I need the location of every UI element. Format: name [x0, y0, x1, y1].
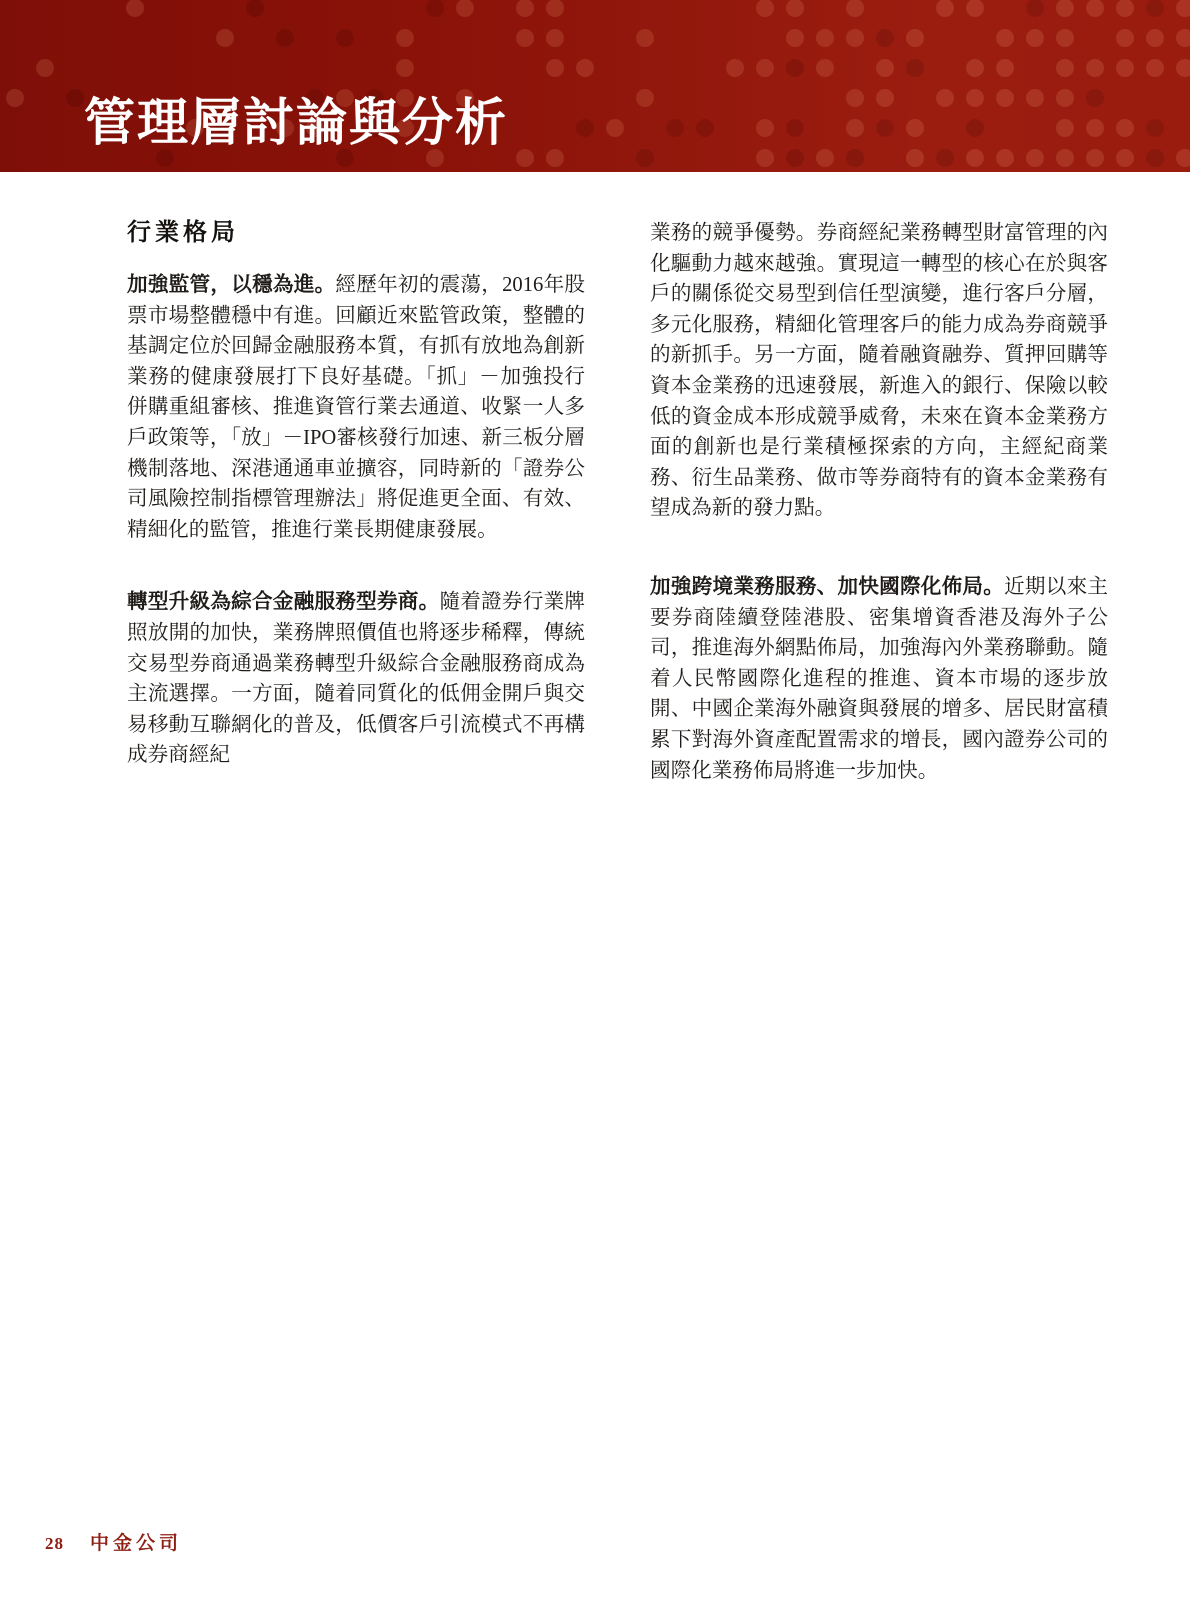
- decorative-dot: [1116, 59, 1134, 77]
- decorative-dot: [1086, 119, 1104, 137]
- decorative-dot: [756, 59, 774, 77]
- decorative-dot: [276, 29, 294, 47]
- decorative-dot: [1146, 59, 1164, 77]
- decorative-dot: [546, 149, 564, 167]
- company-name: 中金公司: [90, 1533, 183, 1554]
- decorative-dot: [516, 29, 534, 47]
- decorative-dot: [996, 29, 1014, 47]
- decorative-dot: [1146, 0, 1164, 17]
- decorative-dot: [396, 59, 414, 77]
- decorative-dot: [66, 89, 84, 107]
- decorative-dot: [906, 149, 924, 167]
- decorative-dot: [1026, 149, 1044, 167]
- paragraph-lead: 加強跨境業務服務、加快國際化佈局。: [650, 575, 1005, 598]
- decorative-dot: [816, 29, 834, 47]
- decorative-dot: [846, 149, 864, 167]
- decorative-dot: [1086, 89, 1104, 107]
- paragraph-body: 經歷年初的震蕩，2016年股票市場整體穩中有進。回顧近來監管政策，整體的基調定位於回歸金融服務本質，有抓有放地為創新業務的健康發展打下良好基礎。「抓」－加強投行併購重組審核、推進資管行業去通道、收緊一人多戶政策等，「放」－IPO審核發行加速、新三板分層機制落地、深港通通車並擴容，同時新的「證券公司風險控制指標管理辦法」將促進更全面、有效、精細化的監管，推進行業長期健康發展。: [127, 274, 585, 541]
- decorative-dot: [516, 0, 534, 17]
- decorative-dot: [246, 0, 264, 17]
- decorative-dot: [546, 29, 564, 47]
- decorative-dot: [726, 59, 744, 77]
- decorative-dot: [426, 0, 444, 17]
- decorative-dot: [1086, 149, 1104, 167]
- paragraph-lead: 加強監管，以穩為進。: [127, 274, 336, 296]
- decorative-dot: [846, 0, 864, 17]
- paragraph-transformation-continued: [650, 218, 1108, 524]
- decorative-dot: [1176, 149, 1190, 167]
- decorative-dot: [576, 119, 594, 137]
- decorative-dot: [336, 29, 354, 47]
- decorative-dot: [786, 59, 804, 77]
- paragraph-body: 近期以來主要券商陸續登陸港股、密集增資香港及海外子公司，推進海外網點佈局，加強海內外業務聯動。隨着人民幣國際化進程的推進、資本市場的逐步放開、中國企業海外融資與發展的增多、居民財富積累下對海外資產配置需求的增長，國內證券公司的國際化業務佈局將進一步加快。: [650, 575, 1109, 782]
- decorative-dot: [786, 119, 804, 137]
- decorative-dot: [636, 89, 654, 107]
- decorative-dot: [1086, 0, 1104, 17]
- decorative-dot: [996, 59, 1014, 77]
- decorative-dot: [756, 149, 774, 167]
- decorative-dot: [966, 59, 984, 77]
- decorative-dot: [1116, 0, 1134, 17]
- decorative-dot: [1056, 29, 1074, 47]
- decorative-dot: [216, 29, 234, 47]
- decorative-dot: [606, 119, 624, 137]
- decorative-dot: [756, 0, 774, 17]
- decorative-dot: [1026, 89, 1044, 107]
- decorative-dot: [906, 59, 924, 77]
- decorative-dot: [966, 119, 984, 137]
- decorative-dot: [1026, 29, 1044, 47]
- decorative-dot: [936, 149, 954, 167]
- page-header-banner: [0, 0, 1190, 172]
- decorative-dot: [36, 59, 54, 77]
- decorative-dot: [996, 89, 1014, 107]
- decorative-dot: [126, 0, 144, 17]
- decorative-dot: [876, 59, 894, 77]
- decorative-dot: [936, 89, 954, 107]
- page-footer: [45, 1528, 182, 1555]
- section-heading: 行業格局: [127, 220, 239, 246]
- decorative-dot: [546, 0, 564, 17]
- decorative-dot: [636, 149, 654, 167]
- decorative-dot: [816, 59, 834, 77]
- decorative-dot: [576, 59, 594, 77]
- decorative-dot: [516, 149, 534, 167]
- decorative-dot: [1056, 59, 1074, 77]
- decorative-dot: [876, 89, 894, 107]
- decorative-dot: [1146, 119, 1164, 137]
- decorative-dot: [936, 0, 954, 17]
- decorative-dot: [1056, 149, 1074, 167]
- decorative-dot: [1056, 119, 1074, 137]
- page-title: 管理層討論與分析: [84, 96, 509, 152]
- decorative-dot: [1116, 29, 1134, 47]
- paragraph-transformation: [127, 587, 585, 771]
- decorative-dot: [966, 0, 984, 17]
- decorative-dot: [846, 29, 864, 47]
- left-column: [127, 218, 585, 813]
- decorative-dot: [1116, 149, 1134, 167]
- decorative-dot: [876, 29, 894, 47]
- decorative-dot: [6, 89, 24, 107]
- decorative-dot: [1026, 0, 1044, 17]
- decorative-dot: [696, 119, 714, 137]
- decorative-dot: [1056, 89, 1074, 107]
- decorative-dot: [1176, 0, 1190, 17]
- decorative-dot: [786, 149, 804, 167]
- paragraph-lead: 轉型升級為綜合金融服務型券商。: [127, 591, 440, 614]
- decorative-dot: [1176, 59, 1190, 77]
- decorative-dot: [1056, 0, 1074, 17]
- decorative-dot: [636, 29, 654, 47]
- decorative-dot: [1086, 59, 1104, 77]
- decorative-dot: [786, 29, 804, 47]
- decorative-dot: [546, 59, 564, 77]
- decorative-dot: [996, 149, 1014, 167]
- decorative-dot: [1116, 119, 1134, 137]
- decorative-dot: [816, 149, 834, 167]
- decorative-dot: [966, 89, 984, 107]
- paragraph-crossborder: [650, 572, 1108, 786]
- paragraph-regulation: [127, 270, 585, 545]
- decorative-dot: [756, 119, 774, 137]
- decorative-dot: [846, 89, 864, 107]
- decorative-dot: [966, 149, 984, 167]
- decorative-dot: [876, 119, 894, 137]
- decorative-dot: [906, 29, 924, 47]
- decorative-dot: [666, 119, 684, 137]
- decorative-dot: [1146, 29, 1164, 47]
- right-column: [650, 218, 1108, 834]
- decorative-dot: [786, 0, 804, 17]
- paragraph-body: 業務的競爭優勢。券商經紀業務轉型財富管理的內化驅動力越來越強。實現這一轉型的核心在於與客戶的關係從交易型到信任型演變，進行客戶分層，多元化服務，精細化管理客戶的能力成為券商競爭的新抓手。另一方面，隨着融資融券、質押回購等資本金業務的迅速發展，新進入的銀行、保險以較低的資金成本形成競爭威脅，未來在資本金業務方面的創新也是行業積極探索的方向，主經紀商業務、衍生品業務、做市等券商特有的資本金業務有望成為新的發力點。: [650, 222, 1108, 520]
- decorative-dot: [456, 0, 474, 17]
- decorative-dot: [1146, 149, 1164, 167]
- paragraph-body: 隨着證券行業牌照放開的加快，業務牌照價值也將逐步稀釋，傳統交易型券商通過業務轉型升級綜合金融服務商成為主流選擇。一方面，隨着同質化的低佣金開戶與交易移動互聯網化的普及，低價客戶引流模式不再構成券商經紀: [127, 591, 586, 767]
- decorative-dot: [1176, 29, 1190, 47]
- decorative-dot: [906, 119, 924, 137]
- decorative-dot: [846, 119, 864, 137]
- page-number: 28: [45, 1534, 64, 1553]
- decorative-dot: [396, 29, 414, 47]
